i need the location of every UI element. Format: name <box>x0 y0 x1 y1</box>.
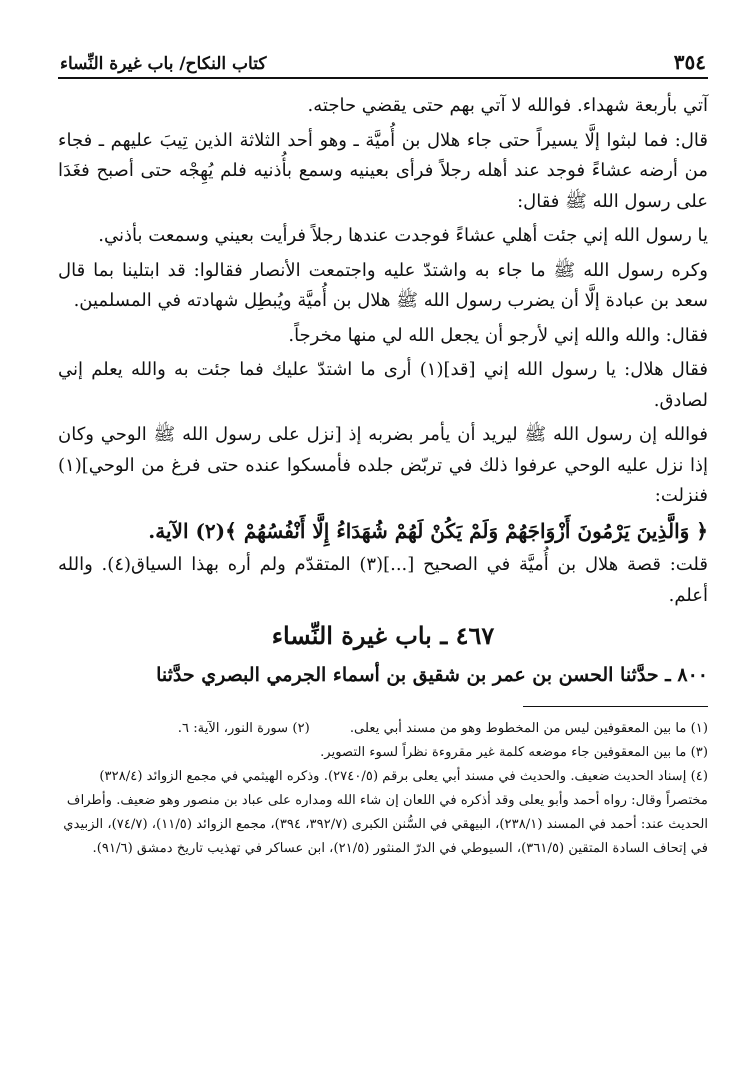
paragraph: فقال: والله والله إني لأرجو أن يجعل الله لي منها مخرجاً. <box>288 324 708 346</box>
quran-verse: ﴿ وَالَّذِينَ يَرْمُونَ أَزْوَاجَهُمْ وَلَمْ يَكُنْ لَهُمْ شُهَدَاءُ إِلَّا أَنْفُسُهُمْ ﴾(٢) الآية. <box>148 518 708 543</box>
page-number: ٣٥٤ <box>673 50 706 74</box>
paragraph: فقال هلال: يا رسول الله إني [قد](١) أرى ما اشتدّ عليك فما جئت به والله يعلم إني لصادق. <box>58 359 709 411</box>
footnotes <box>58 717 708 861</box>
footnote-1: (١) ما بين المعقوفين ليس من المخطوط وهو من مسند أبي يعلى. <box>349 721 708 736</box>
footnote-4: (٤) إسناد الحديث ضعيف. والحديث في مسند أبي يعلى برقم (٢٧٤٠/٥). وذكره الهيثمي في مجمع الزوائد (٣٢٨/٤) مختصراً وقال: رواه أحمد وأبو يعلى وقد أذكره في اللعان إن شاء الله ومداره على عباد بن منصور وهو ضعيف. وأطراف الحديث عند: أحمد في المسند (٢٣٨/١)، البيهقي في السُّنن الكبرى (٣٩٢/٧، ٣٩٤)، مجمع الزوائد (١١/٥)، (٧٤/٧)، الزبيدي في إتحاف السادة المتقين (٣٦١/٥)، السيوطي في الدرّ المنثور (٢١/٥)، ابن عساكر في تهذيب تاريخ دمشق (٩١/٦). <box>63 769 708 856</box>
hadith-start: ٨٠٠ ـ حدَّثنا الحسن بن عمر بن شقيق بن أسماء الجرمي البصري حدَّثنا <box>156 663 708 686</box>
book-page <box>58 40 708 861</box>
footnote-separator <box>523 706 708 707</box>
paragraph: يا رسول الله إني جئت أهلي عشاءً فوجدت عندها رجلاً فرأيت بعيني وسمعت بأذني. <box>98 225 708 246</box>
paragraph: فوالله إن رسول الله ﷺ ليريد أن يأمر بضربه إذ [نزل على رسول الله ﷺ الوحي وكان إذا نزل عليه الوحي عرفوا ذلك في تربّض جلده فأمسكوا عنده حتى فرغ من الوحي](١) فنزلت: <box>58 424 708 506</box>
paragraph: قال: فما لبثوا إلَّا يسيراً حتى جاء هلال بن أُميَّة ـ وهو أحد الثلاثة الذين تِيبَ عليهم ـ فجاء من أرضه عشاءً فوجد عند أهله رجلاً فرأى بعينيه وسمع بأُذنيه فلم يُهِجْه حتى أصبح فغَدَا على رسول الله ﷺ فقال: <box>58 129 708 212</box>
footnote-3: (٣) ما بين المعقوفين جاء موضعه كلمة غير مقروءة نظراً لسوء التصوير. <box>320 745 708 760</box>
running-title: كتاب النكاح/ باب غيرة النِّساء <box>60 54 267 74</box>
footnote-2: (٢) سورة النور، الآية: ٦. <box>177 721 310 736</box>
page-header <box>58 40 708 79</box>
footnote-row <box>58 717 708 741</box>
paragraph: وكره رسول الله ﷺ ما جاء به واشتدّ عليه واجتمعت الأنصار فقالوا: قد ابتلينا بما قال سعد بن عبادة إلَّا أن يضرب رسول الله ﷺ هلال بن أُميَّة ويُبطِل شهادته في المسلمين. <box>58 259 708 311</box>
paragraph: آتي بأربعة شهداء. فوالله لا آتي بهم حتى يقضي حاجته. <box>307 95 708 116</box>
main-text <box>58 91 708 690</box>
chapter-heading: ٤٦٧ ـ باب غيرة النِّساء <box>271 621 495 650</box>
closing-note: قلت: قصة هلال بن أُميَّة في الصحيح [...](٣) المتقدّم ولم أره بهذا السياق(٤). والله أعلم. <box>58 554 708 606</box>
